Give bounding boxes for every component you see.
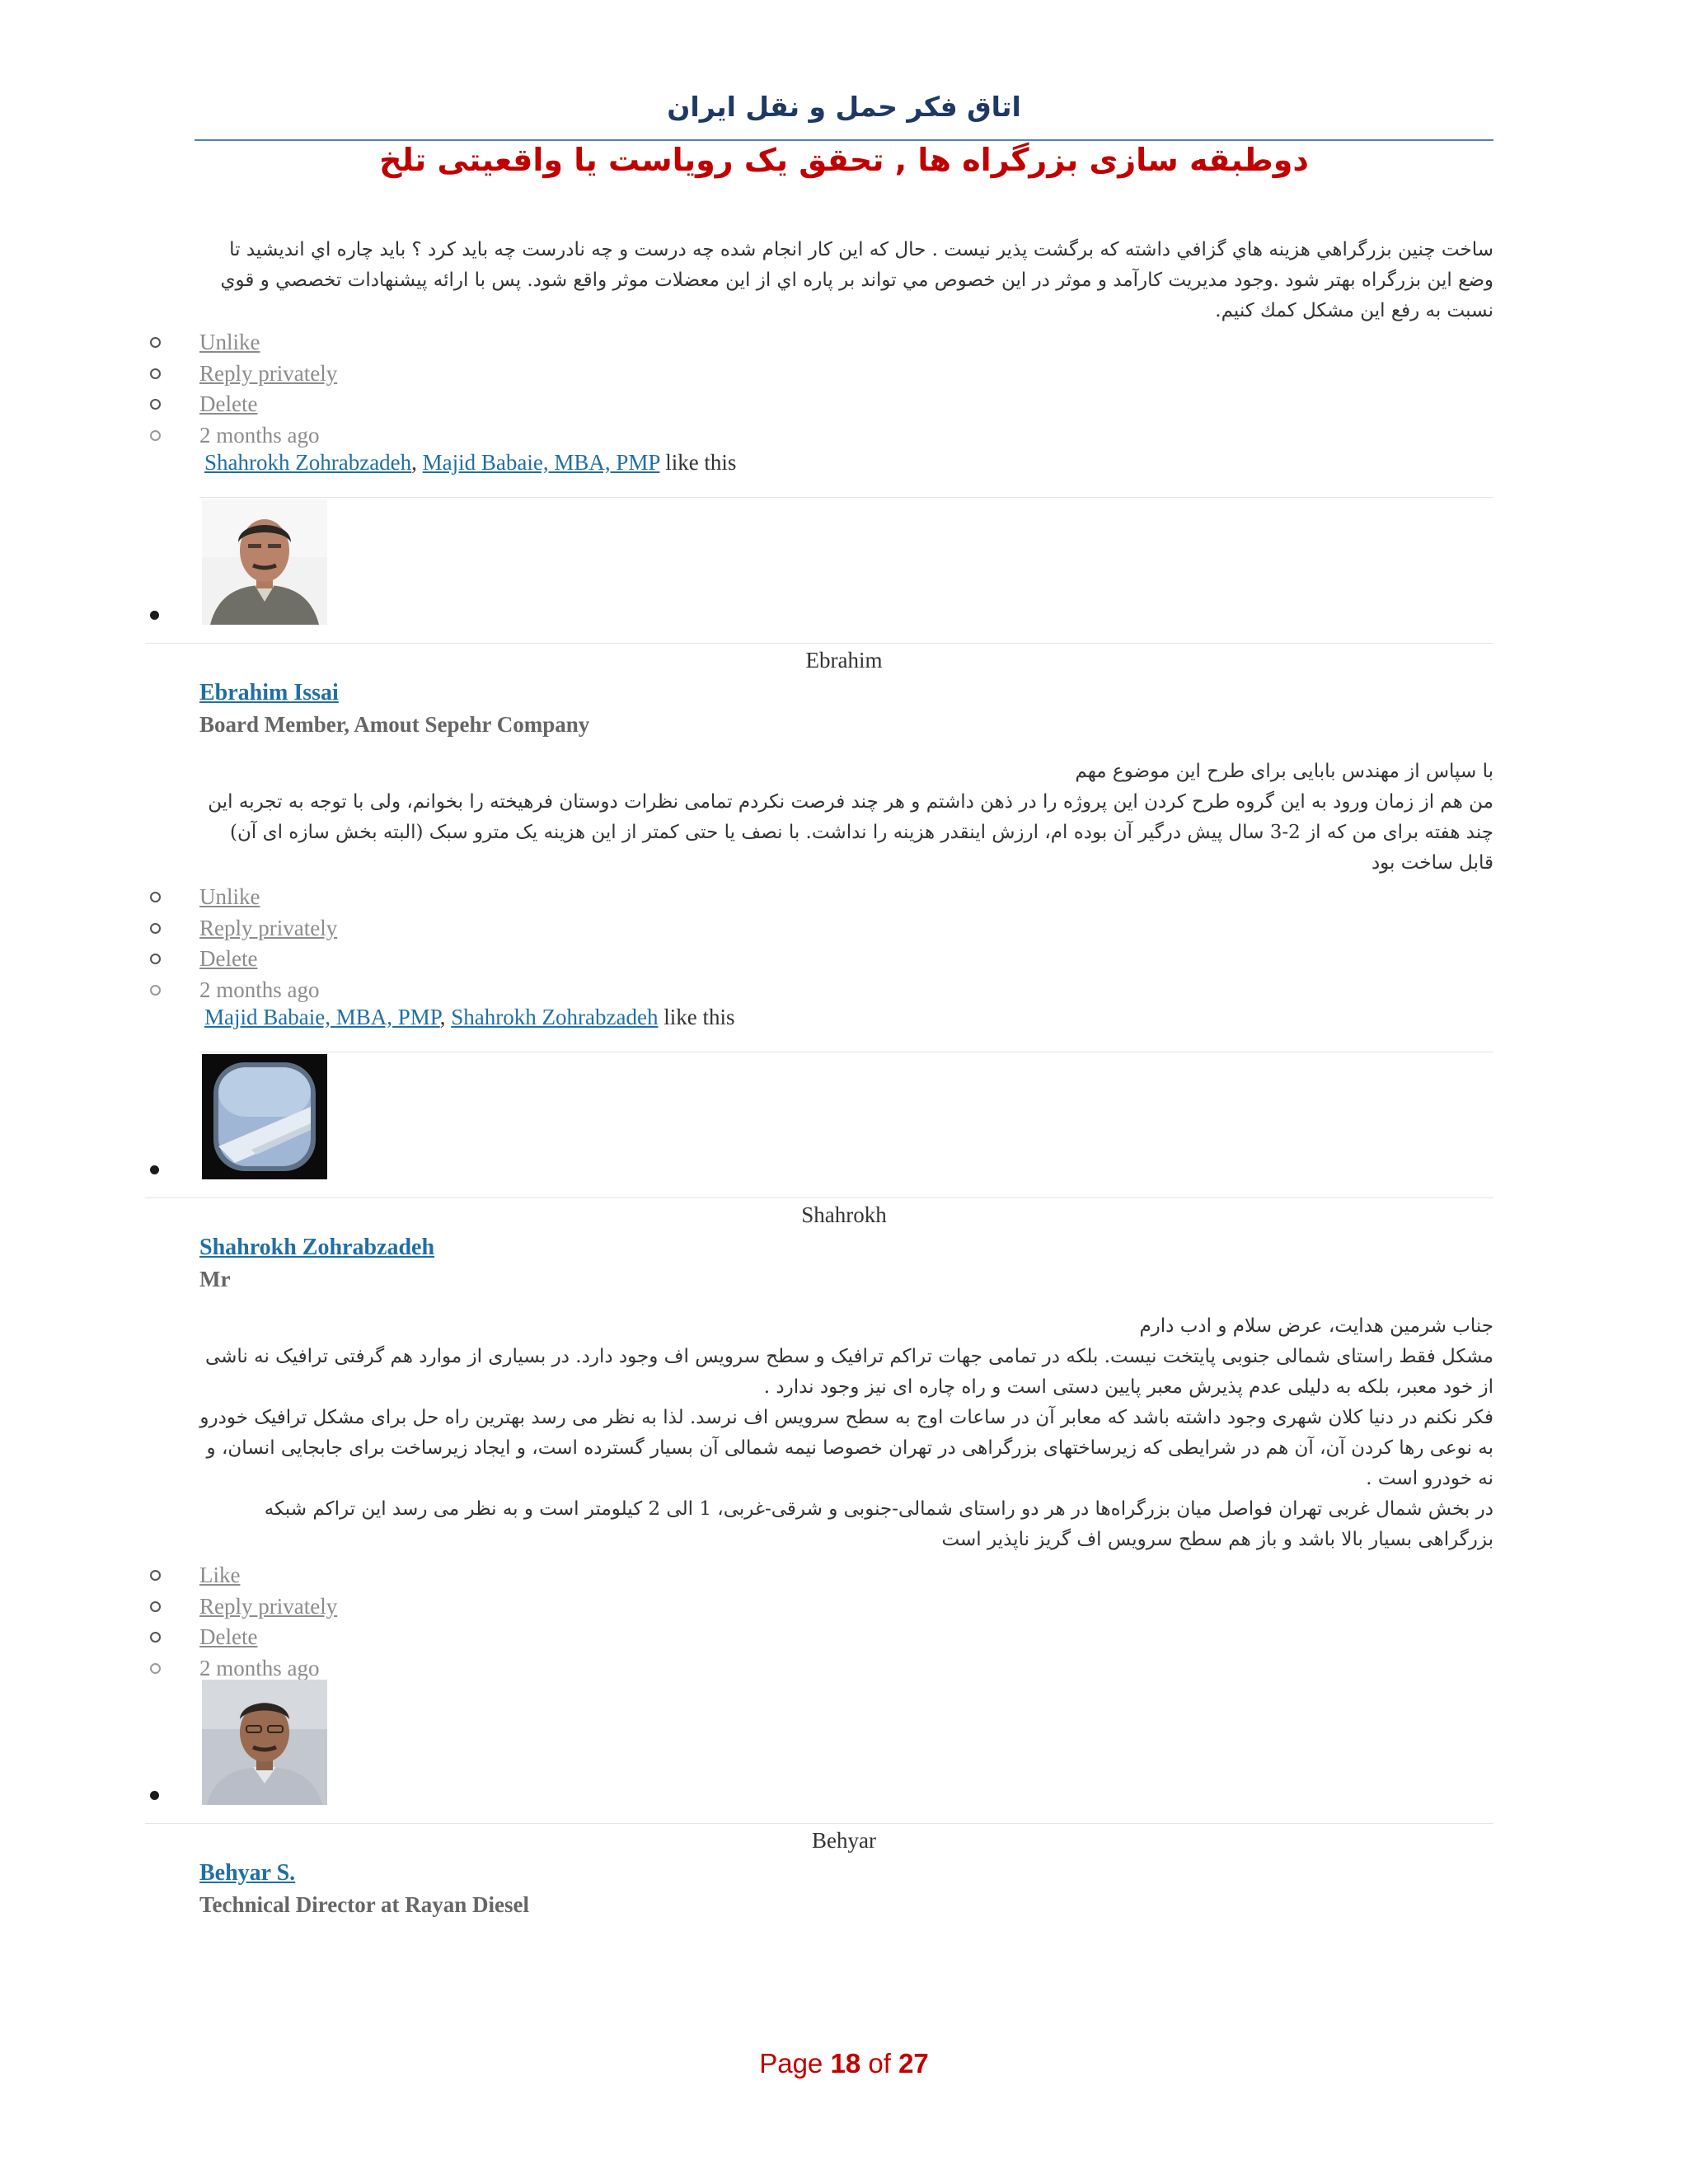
delete-link[interactable]: Delete (199, 1624, 258, 1649)
circle-bullet-icon (150, 985, 161, 996)
comment-body (199, 757, 1493, 879)
circle-bullet-icon (150, 1632, 161, 1643)
reply-privately-link[interactable]: Reply privately (199, 915, 338, 940)
comment-paragraph: مشکل فقط راستای شمالی جنوبی پایتخت نیست. بلکه در تمامی جهات تراکم ترافیک و سطح سرویس اف وجود دارد. در بسیاری از موارد هم گرفتی ترافیک نه ناشی از خود معبر، بلکه به دلیلی عدم پذیرش معبر پایین دستی است و راه چاره ای نیز وجود ندارد . (204, 1346, 1493, 1398)
circle-bullet-icon (150, 399, 161, 410)
liker-link[interactable]: Shahrokh Zohrabzadeh (204, 450, 412, 475)
comment-paragraph: ساخت چنين بزرگراهي هزينه هاي گزافي داشته که برگشت پذير نيست . حال که اين کار انجام شده چه درست و چه نادرست چه بايد کرد ؟ بايد چاره اي انديشيد تا وضع اين بزرگراه بهتر شود .وجود مديريت کارآمد و موثر در اين خصوص مي تواند بر پاره اي از اين معضلات موثر واقع شود. پس با ارائه پيشنهادات تخصصي و قوي نسبت به رفع اين مشكل كمك كنيم. (220, 239, 1493, 321)
circle-bullet-icon (150, 892, 161, 902)
commenter-first-name: Shahrokh (801, 1202, 887, 1227)
list-bullet-icon (150, 1165, 159, 1174)
comment-paragraph: در بخش شمال غربی تهران فواصل میان بزرگراه‌ها در هر دو راستای شمالی-جنوبی و شرقی-غربی، 1 الی 2 کیلومتر است و به نظر می رسد این تراکم شبکه بزرگراهی بسیار بالا باشد و باز هم سطح سرویس اف گریز ناپذیر است (264, 1498, 1493, 1550)
avatar[interactable] (202, 1054, 327, 1179)
commenter-headline: Board Member, Amout Sepehr Company (199, 712, 590, 737)
delete-link[interactable]: Delete (199, 946, 258, 971)
page-word: Page (759, 2048, 823, 2079)
airplane-window-icon (202, 1054, 327, 1179)
list-bullet-icon (150, 611, 159, 620)
unlike-link[interactable]: Unlike (199, 330, 260, 354)
page-total: 27 (898, 2048, 929, 2079)
commenter-first-name: Ebrahim (805, 648, 883, 673)
comment-action-item (148, 944, 337, 975)
circle-bullet-icon (150, 954, 161, 964)
comment-paragraph: با سپاس از مهندس بابایی برای طرح این موضوع مهم (1075, 761, 1493, 782)
comment-action-item (148, 1560, 337, 1591)
of-word: of (868, 2048, 891, 2079)
comment-body (199, 1311, 1493, 1555)
like-link[interactable]: Like (199, 1563, 241, 1587)
avatar[interactable] (202, 1680, 327, 1805)
circle-bullet-icon (150, 430, 161, 441)
comment-action-item (148, 975, 337, 1006)
divider (199, 497, 1493, 498)
divider (145, 643, 1493, 644)
commenter-name-link[interactable]: Ebrahim Issai (199, 680, 339, 705)
comment-timestamp: 2 months ago (199, 1655, 320, 1680)
page-number: 18 (830, 2048, 861, 2079)
document-title: دوطبقه سازی بزرگراه ها , تحقق یک رویاست یا واقعیتی تلخ (379, 142, 1309, 178)
commenter-name-link[interactable]: Shahrokh Zohrabzadeh (199, 1235, 435, 1260)
comment-actions (148, 1560, 337, 1684)
page-footer (0, 2048, 1688, 2079)
circle-bullet-icon (150, 1601, 161, 1612)
comment-timestamp: 2 months ago (199, 422, 320, 448)
comment-paragraph: جناب شرمین هدایت، عرض سلام و ادب دارم (1139, 1315, 1493, 1337)
likes-summary: Shahrokh Zohrabzadeh, Majid Babaie, MBA, PMP like this (204, 450, 737, 475)
commenter-headline: Technical Director at Rayan Diesel (199, 1892, 529, 1917)
divider (145, 1823, 1493, 1824)
comment-action-item (148, 913, 337, 944)
comment-actions (148, 327, 337, 451)
likes-suffix: like this (663, 1005, 735, 1029)
comment-body (199, 235, 1493, 326)
avatar[interactable] (202, 499, 327, 625)
comment-action-item (148, 420, 337, 452)
comment-paragraph: فکر نکنم در دنیا کلان شهری وجود داشته باشد که معابر آن در ساعات اوج به سطح سرویس اف نرسد. لذا به نظر می رسد بهترین راه حل برای مشکل ترافیک خودرو به نوعی رها کردن آن، آن هم در شرایطی که زیرساختهای بزرگراهی در تهران خصوصا نیمه شمالی آن بسیار گسترده است، و ایجاد زیرساخت برای جابجایی انسان، و نه خودرو است . (199, 1407, 1493, 1489)
likes-summary: Majid Babaie, MBA, PMP, Shahrokh Zohrabzadeh like this (204, 1005, 735, 1029)
comment-timestamp: 2 months ago (199, 977, 320, 1002)
circle-bullet-icon (150, 923, 161, 934)
comment-action-item (148, 327, 337, 359)
comment-action-item (148, 1591, 337, 1623)
divider (145, 1197, 1493, 1198)
comment-action-item (148, 389, 337, 420)
comment-action-item (148, 882, 337, 913)
liker-link[interactable]: Majid Babaie, MBA, PMP (204, 1005, 440, 1029)
header-divider (195, 139, 1493, 141)
avatar-portrait-icon (202, 499, 327, 625)
likes-suffix: like this (665, 450, 737, 475)
list-bullet-icon (150, 1791, 159, 1800)
unlike-link[interactable]: Unlike (199, 884, 260, 909)
liker-link[interactable]: Shahrokh Zohrabzadeh (451, 1005, 659, 1029)
reply-privately-link[interactable]: Reply privately (199, 360, 338, 386)
comment-action-item (148, 1622, 337, 1653)
comment-action-item (148, 359, 337, 390)
commenter-first-name: Behyar (812, 1828, 876, 1853)
comment-paragraph: من هم از زمان ورود به این گروه طرح کردن این پروژه را در ذهن داشتم و هر چند فرصت نکردم تمامی نظرات دوستان فرهیخته را بخوانم، ولی با توجه به تجربه این چند هفته برای من که از 2-3 سال پیش درگیر آن بوده ام، ارزش اینقدر هزینه را نداشت. با نصف یا حتی کمتر از این هزینه یک مترو سبک (البته بخش سازه ای آن) قابل ساخت بود (208, 791, 1493, 874)
comment-actions (148, 882, 337, 1005)
avatar-portrait-icon (202, 1680, 327, 1805)
org-title: اتاق فکر حمل و نقل ایران (667, 91, 1021, 123)
circle-bullet-icon (150, 368, 161, 379)
circle-bullet-icon (150, 1663, 161, 1674)
liker-link[interactable]: Majid Babaie, MBA, PMP (422, 450, 660, 475)
commenter-headline: Mr (199, 1267, 231, 1291)
circle-bullet-icon (150, 1570, 161, 1581)
commenter-name-link[interactable]: Behyar S. (199, 1860, 296, 1886)
reply-privately-link[interactable]: Reply privately (199, 1593, 338, 1619)
delete-link[interactable]: Delete (199, 391, 258, 416)
circle-bullet-icon (150, 337, 161, 348)
